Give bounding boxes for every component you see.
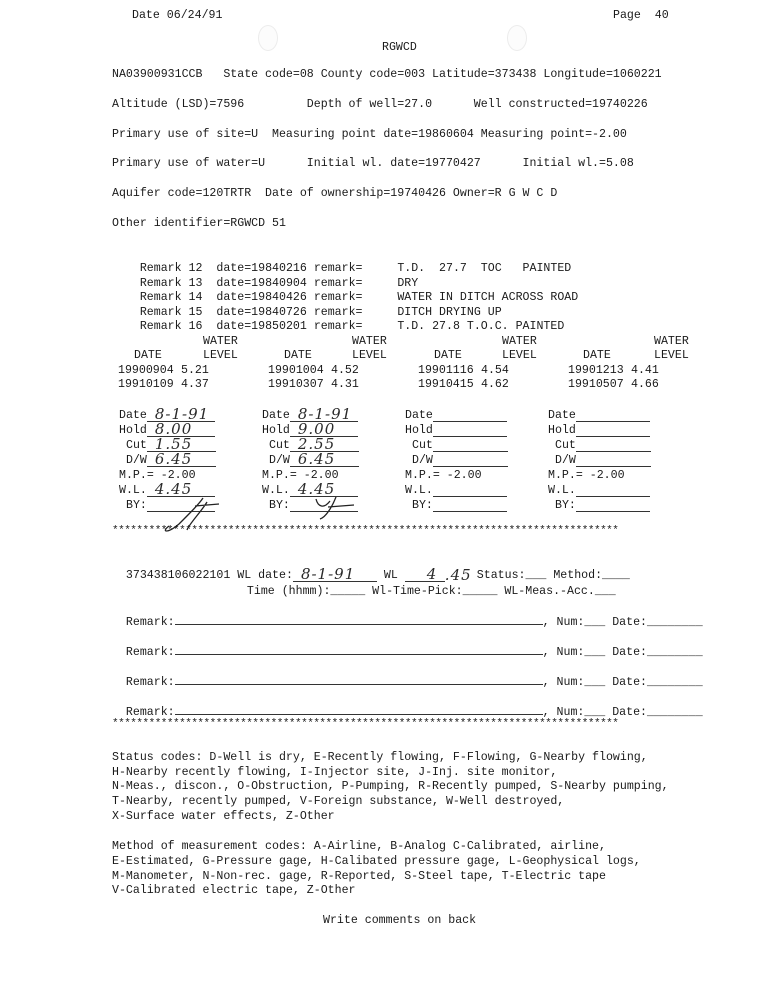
wl-dec-field[interactable]: .45 xyxy=(444,566,472,584)
signature-icon xyxy=(310,493,370,523)
site-info-line-6: Other identifier=RGWCD 51 xyxy=(112,217,286,230)
date-field[interactable] xyxy=(576,409,650,422)
method-codes-line: V-Calibrated electric tape, Z-Other xyxy=(112,884,356,897)
date-field[interactable] xyxy=(433,409,507,422)
remark-row: Remark 13 date=19840904 remark= DRY xyxy=(139,276,419,290)
report-date: Date 06/24/91 xyxy=(132,9,223,22)
wl-level: 4.52 xyxy=(331,364,359,377)
site-info-line-1: NA03900931CCB State code=08 County code=003 Latitude=373438 Longitude=1060221 xyxy=(112,68,662,81)
wl-date: 19910507 xyxy=(568,378,624,391)
by-field[interactable] xyxy=(576,499,650,512)
wl-level: 4.54 xyxy=(481,364,509,377)
mp-value: M.P.= -2.00 xyxy=(405,469,482,482)
remark-input[interactable] xyxy=(175,704,543,715)
page-number: Page 40 xyxy=(613,9,669,22)
mp-value: M.P.= -2.00 xyxy=(262,469,339,482)
wl-date: 19910109 xyxy=(118,378,174,391)
header-level: LEVEL xyxy=(502,349,537,362)
site-info-line-3: Primary use of site=U Measuring point date=19860604 Measuring point=-2.00 xyxy=(112,128,627,141)
wl-level: 4.62 xyxy=(481,378,509,391)
cut-field[interactable]: 1.55 xyxy=(147,439,216,452)
method-codes-line: E-Estimated, G-Pressure gage, H-Calibated pressure gage, L-Geophysical logs, xyxy=(112,855,641,868)
remark-field-row: Remark: , Num:___ Date:________ xyxy=(125,646,703,659)
date-field[interactable]: Date:________ xyxy=(612,706,703,719)
header-water: WATER xyxy=(654,335,689,348)
method-field[interactable]: Method:____ xyxy=(553,569,630,582)
wl-field[interactable]: 4.45 xyxy=(147,484,215,497)
report-title: RGWCD xyxy=(382,41,417,54)
date-field[interactable]: 8-1-91 xyxy=(147,409,215,422)
wl-field[interactable] xyxy=(576,484,650,497)
remark-field-row: Remark: , Num:___ Date:________ xyxy=(125,706,703,719)
header-water: WATER xyxy=(352,335,387,348)
meas-acc-field[interactable]: WL-Meas.-Acc.___ xyxy=(504,585,616,598)
hold-field[interactable]: 8.00 xyxy=(147,424,215,437)
header-date: DATE xyxy=(284,349,312,362)
entry-line: 373438106022101 WL date: 8-1-91 WL 4 .45 Status:___ Method:____ xyxy=(125,565,630,584)
dw-field[interactable]: 6.45 xyxy=(147,454,216,467)
hold-field[interactable] xyxy=(576,424,650,437)
remark-input[interactable] xyxy=(175,674,543,685)
cut-field[interactable]: 2.55 xyxy=(290,439,359,452)
wl-date: 19910415 xyxy=(418,378,474,391)
site-info-line-5: Aquifer code=120TRTR Date of ownership=19740426 Owner=R G W C D xyxy=(112,187,558,200)
wl-date-field[interactable]: 8-1-91 xyxy=(293,569,377,582)
wl-int-field[interactable]: 4 xyxy=(405,569,445,582)
dw-field[interactable] xyxy=(576,454,651,467)
remark-row: Remark 12 date=19840216 remark= T.D. 27.7 TOC PAINTED xyxy=(139,261,572,275)
remark-row: Remark 14 date=19840426 remark= WATER IN DITCH ACROSS ROAD xyxy=(139,290,579,304)
header-date: DATE xyxy=(134,349,162,362)
wl-level: 5.21 xyxy=(181,364,209,377)
header-water: WATER xyxy=(203,335,238,348)
wl-field[interactable]: 4.45 xyxy=(290,484,358,497)
wl-date: 19910307 xyxy=(268,378,324,391)
status-codes-line: T-Nearby, recently pumped, V-Foreign substance, W-Well destroyed, xyxy=(112,795,565,808)
remark-input[interactable] xyxy=(175,644,543,655)
date-field[interactable]: Date:________ xyxy=(612,676,703,689)
wl-level: 4.66 xyxy=(631,378,659,391)
wl-date: 19900904 xyxy=(118,364,174,377)
header-date: DATE xyxy=(583,349,611,362)
wl-date: 19901213 xyxy=(568,364,624,377)
method-codes-line: Method of measurement codes: A-Airline, B-Analog C-Calibrated, airline, xyxy=(112,840,606,853)
time-field[interactable]: Time (hhmm):_____ xyxy=(246,585,366,598)
cut-field[interactable] xyxy=(433,439,508,452)
punch-hole-right xyxy=(507,25,527,51)
status-codes-line: N-Meas., discon., O-Obstruction, P-Pumping, R-Recently pumped, S-Nearby pumping, xyxy=(112,780,669,793)
num-field[interactable]: , Num:___ xyxy=(542,706,606,719)
remark-input[interactable] xyxy=(175,614,543,625)
remark-row: Remark 15 date=19840726 remark= DITCH DRYING UP xyxy=(139,305,502,319)
mp-value: M.P.= -2.00 xyxy=(119,469,196,482)
header-level: LEVEL xyxy=(203,349,238,362)
wl-level: 4.41 xyxy=(631,364,659,377)
by-field[interactable] xyxy=(433,499,507,512)
hold-field[interactable]: 9.00 xyxy=(290,424,358,437)
site-info-line-4: Primary use of water=U Initial wl. date=19770427 Initial wl.=5.08 xyxy=(112,157,634,170)
method-codes-line: M-Manometer, N-Non-rec. gage, R-Reported, S-Steel tape, T-Electric tape xyxy=(112,870,606,883)
status-codes-line: X-Surface water effects, Z-Other xyxy=(112,810,335,823)
remark-field-row: Remark: , Num:___ Date:________ xyxy=(125,676,703,689)
mp-value: M.P.= -2.00 xyxy=(548,469,625,482)
header-date: DATE xyxy=(434,349,462,362)
wl-level: 4.37 xyxy=(181,378,209,391)
num-field[interactable]: , Num:___ xyxy=(542,646,606,659)
dw-field[interactable] xyxy=(433,454,508,467)
header-water: WATER xyxy=(502,335,537,348)
wl-date: 19901116 xyxy=(418,364,474,377)
separator: *********************************************************************************** xyxy=(112,718,619,730)
remark-row: Remark 16 date=19850201 remark= T.D. 27.8 T.O.C. PAINTED xyxy=(139,319,565,333)
header-level: LEVEL xyxy=(352,349,387,362)
wl-date: 19901004 xyxy=(268,364,324,377)
header-level: LEVEL xyxy=(654,349,689,362)
status-field[interactable]: Status:___ xyxy=(476,569,547,582)
dw-field[interactable]: 6.45 xyxy=(290,454,359,467)
wl-field[interactable] xyxy=(433,484,507,497)
num-field[interactable]: , Num:___ xyxy=(542,616,606,629)
num-field[interactable]: , Num:___ xyxy=(542,676,606,689)
cut-field[interactable] xyxy=(576,439,651,452)
remark-field-row: Remark: , Num:___ Date:________ xyxy=(125,616,703,629)
wl-level: 4.31 xyxy=(331,378,359,391)
status-codes-line: H-Nearby recently flowing, I-Injector site, J-Inj. site monitor, xyxy=(112,766,558,779)
date-field[interactable]: Date:________ xyxy=(612,646,703,659)
status-codes-line: Status codes: D-Well is dry, E-Recently flowing, F-Flowing, G-Nearby flowing, xyxy=(112,751,648,764)
footer-note: Write comments on back xyxy=(323,914,477,927)
punch-hole-left xyxy=(258,25,278,51)
separator: *********************************************************************************** xyxy=(112,525,619,537)
date-field[interactable]: 8-1-91 xyxy=(290,409,358,422)
site-info-line-2: Altitude (LSD)=7596 Depth of well=27.0 Well constructed=19740226 xyxy=(112,98,648,111)
date-field[interactable]: Date:________ xyxy=(612,616,703,629)
hold-field[interactable] xyxy=(433,424,507,437)
time-pick-field[interactable]: Wl-Time-Pick:_____ xyxy=(372,585,498,598)
site-id: 373438106022101 xyxy=(125,569,231,582)
